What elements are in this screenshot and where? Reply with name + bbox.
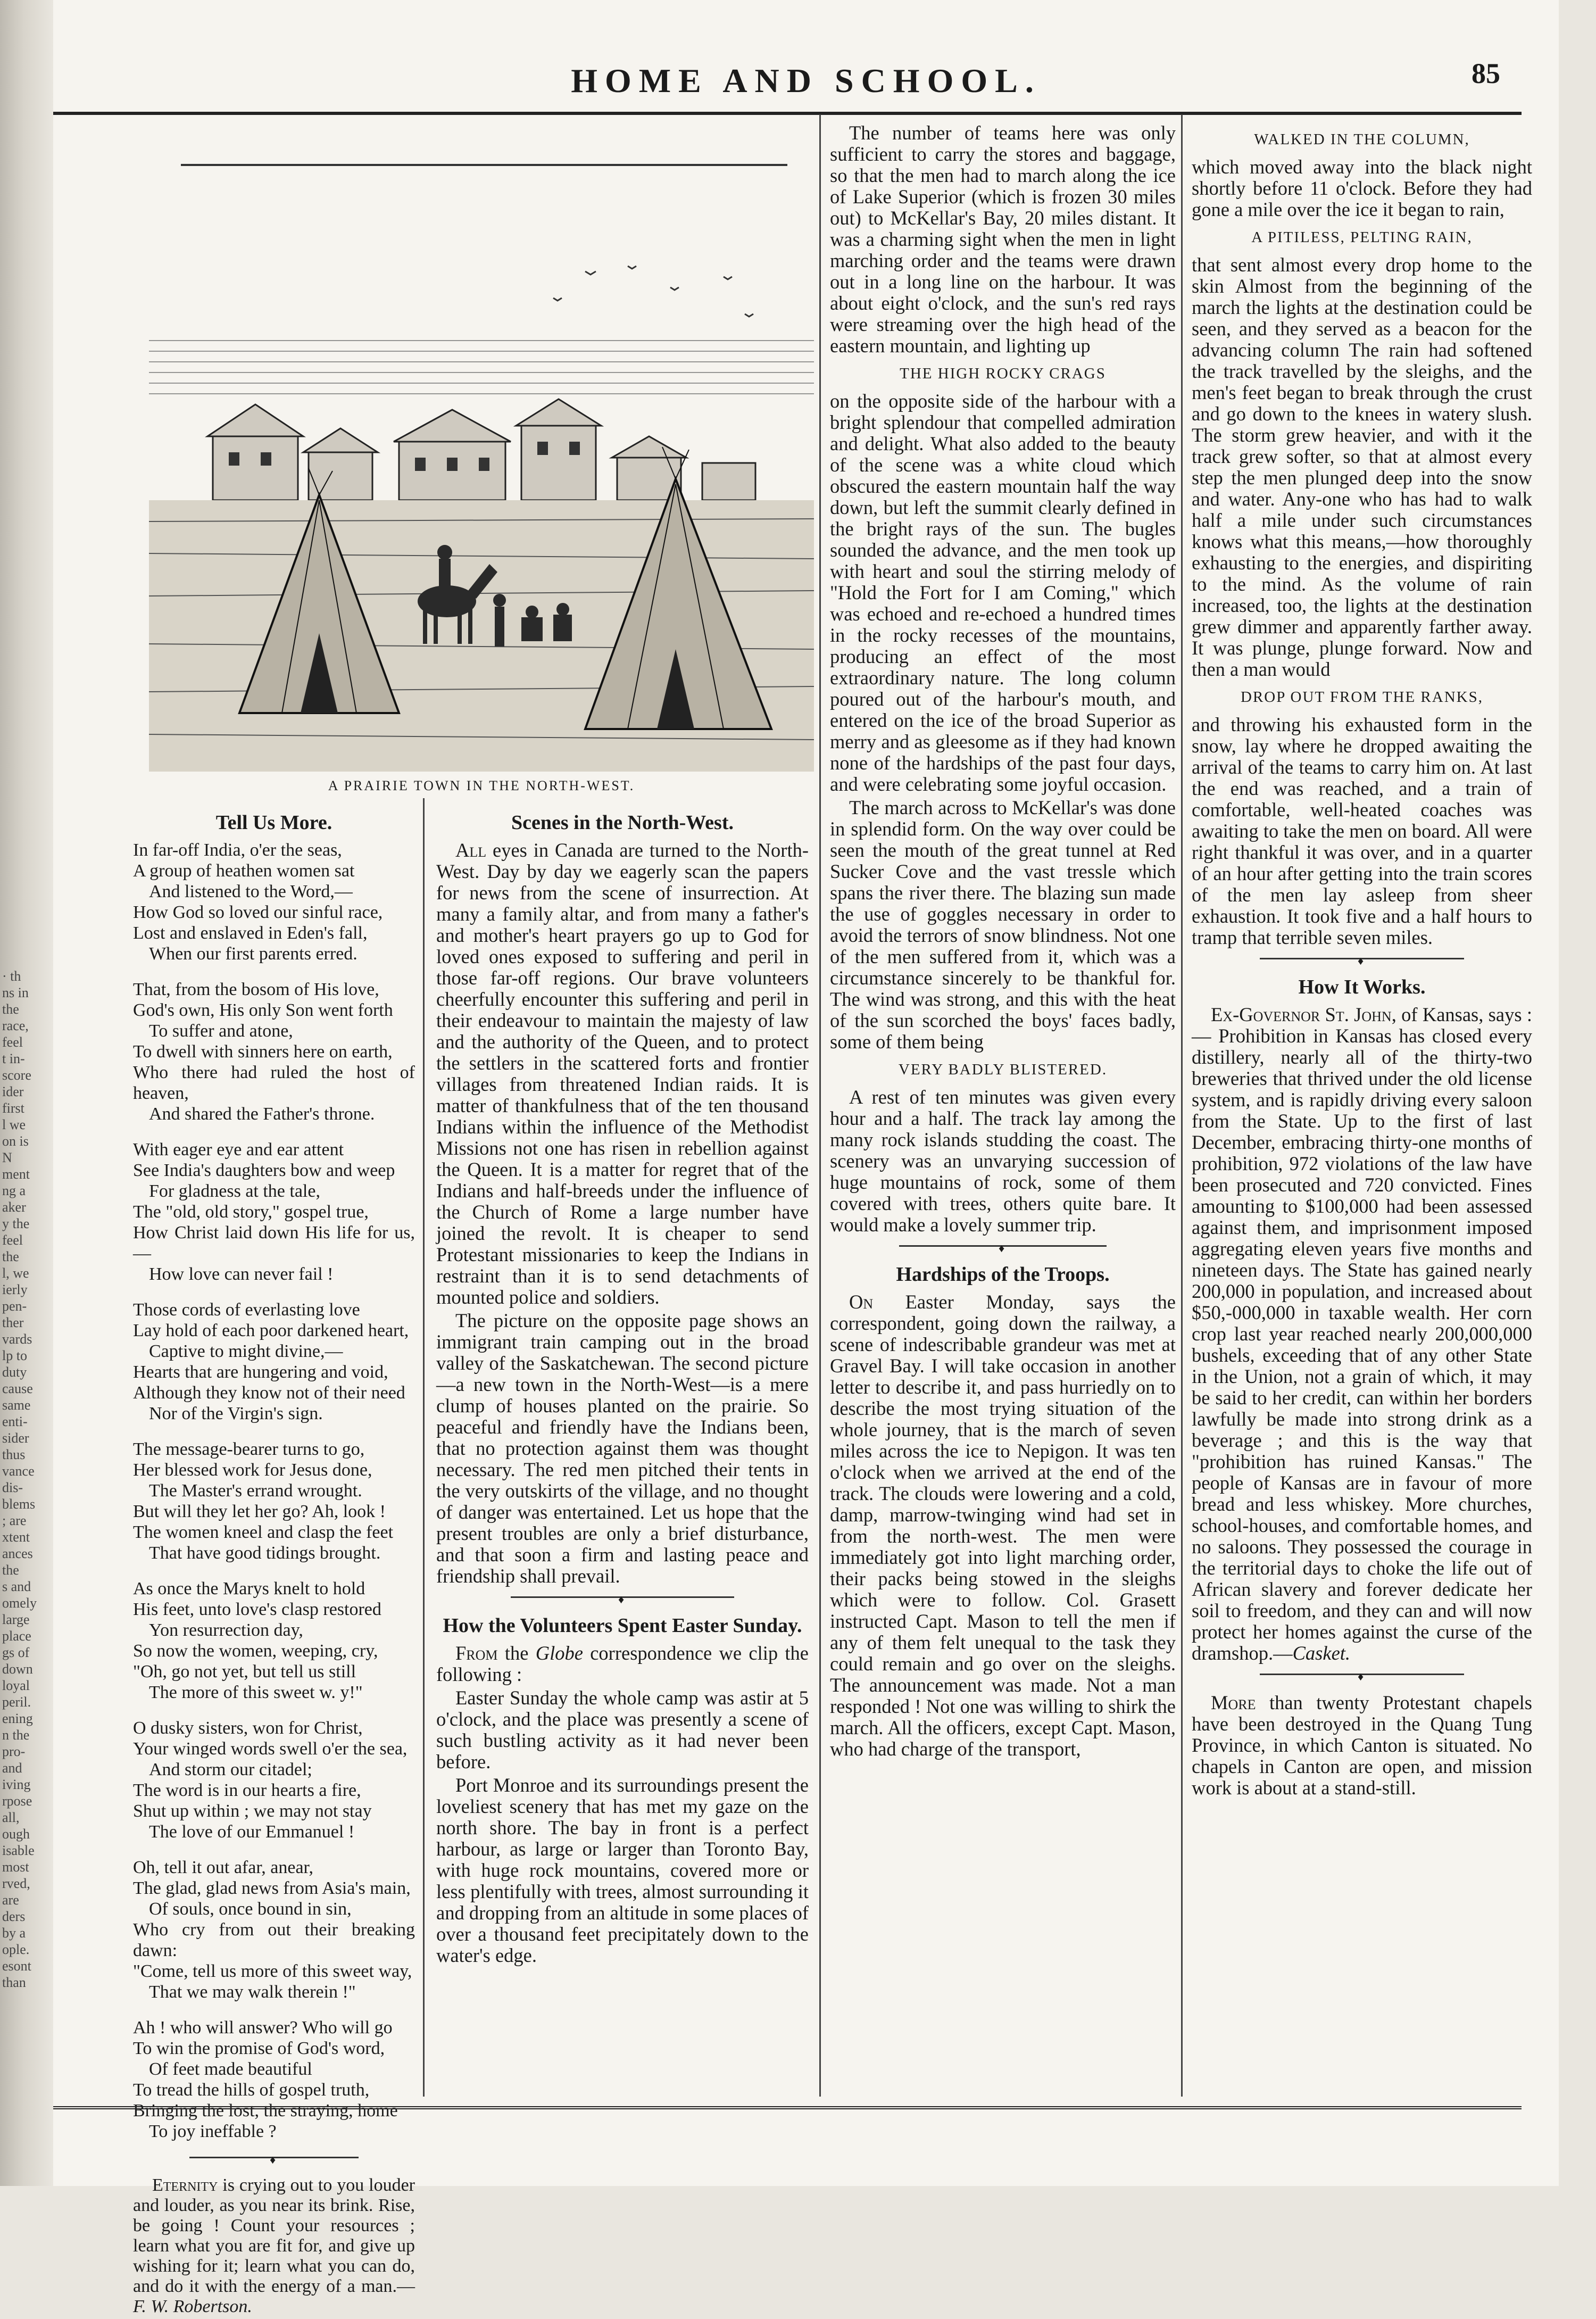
binding-gutter <box>0 0 53 2186</box>
poem-stanza <box>133 1718 415 1842</box>
poem-line: To joy ineffable ? <box>149 2122 277 2141</box>
how-it-works-lead: Ex-Governor St. John <box>1211 1004 1392 1025</box>
poem-line: Oh, tell it out afar, anear, <box>133 1858 314 1877</box>
section-divider <box>899 1245 1107 1254</box>
how-it-works-text: , of Kansas, says :— Prohibition in Kansas has closed every distillery, nearly all of the thirty-two breweries that thrived under the old license system, and is rapidly driving every saloon from the State. Up to the first of last December, embracing thirty-one months of prohibition, 972 violations of the law have been prosecuted and 720 convicted. Fines amounting to $100,000 had been assessed against them, and imprisonment imposed aggregating eleven years five months and nineteen days. The State has gained nearly 200,000 in population, and increased about $50,-000,000 in taxable wealth. Her corn crop last year reached nearly 200,000,000 bushels, exceeding that of any other State in the Union, not a grain of which, it may be said to her credit, can within her borders lawfully be made into strong drink as a beverage ; and this is the way that "prohibition has ruined Kansas." The people of Kansas are in favour of more bread and less whiskey. More churches, school-houses, and comfortable homes, and no saloons. They possessed the courage in the territorial days to choke the life out of African slavery and forever dedicate her soil to freedom, and they can and will now protect her homes against the curse of the dramshop.— <box>1192 1004 1532 1664</box>
binding-text-fragment: ierly <box>2 1282 28 1297</box>
binding-text-fragment: feel <box>2 1232 23 1248</box>
binding-text-fragment: than <box>2 1975 26 1990</box>
poem-line: When our first parents erred. <box>149 944 358 964</box>
binding-text-fragment: cause <box>2 1381 33 1396</box>
prairie-town-engraving <box>149 138 814 774</box>
binding-text-fragment: ther <box>2 1315 24 1330</box>
poem-line: Lost and enslaved in Eden's fall, <box>133 923 368 943</box>
poem-line: And storm our citadel; <box>149 1760 312 1779</box>
poem-line: To dwell with sinners here on earth, <box>133 1042 393 1062</box>
poem-line: God's own, His only Son went forth <box>133 1000 393 1020</box>
subhead-blistered: VERY BADLY BLISTERED. <box>898 1061 1108 1078</box>
column-rule-1 <box>423 798 425 2097</box>
scenes-paragraph-2: The picture on the opposite page shows an immigrant train camping out in the broad valley of the Saskatchewan. The second picture—a new town in the North-West—is a mere clump of houses planted on the prairie. So peaceful and friendly have the Indians been, that no protection against them was thought necessary. The red men pitched their tents in the very outskirts of the village, and no thought of danger was entertained. Let us hope that the present troubles are only a brief disturbance, and that soon a firm and lasting peace and friendship shall prevail. <box>436 1310 809 1587</box>
canton-paragraph <box>1192 1692 1532 1799</box>
poem-line: The love of our Emmanuel ! <box>149 1822 355 1842</box>
poem-line: Shut up within ; we may not stay <box>133 1801 372 1821</box>
binding-text-fragment: isable <box>2 1843 35 1858</box>
poem-line: "Oh, go not yet, but tell us still <box>133 1662 356 1682</box>
binding-text-fragment: race, <box>2 1018 29 1033</box>
poem-line: And shared the Father's throne. <box>149 1104 375 1124</box>
subhead-walked: WALKED IN THE COLUMN, <box>1254 131 1470 148</box>
volunteers-lead: From <box>455 1642 498 1664</box>
poem-line: Nor of the Virgin's sign. <box>149 1404 323 1423</box>
binding-text-fragment: feel <box>2 1034 23 1050</box>
poem-line: So now the women, weeping, cry, <box>133 1641 378 1661</box>
footer-rule <box>53 2106 1522 2113</box>
poem-line: That, from the bosom of His love, <box>133 980 379 999</box>
scenes-text-1: eyes in Canada are turned to the North-West. Day by day we eagerly scan the papers for news from the scene of insurrection. At many a family altar, and from many a father's and mother's heart prayers go up to God for loved ones exposed to suffering and peril in those far-off regions. Our brave volunteers cheerfully encounter this suffering and peril in their endeavour to maintain the majesty of law and the authority of the Queen, and to protect the settlers in the scattered forts and frontier villages from threatened Indian raids. It is matter of thankfulness that of the ten thousand Indians within the influence of the Methodist Missions not one has risen in rebellion against the Queen. It is a matter for regret that of the Indians and half-breeds under the influence of the Church of Rome a large number have joined the revolt. It is cheaper to send Protestant missionaries to keep the Indians in restraint than it is to send detachments of mounted police and soldiers. <box>436 839 809 1308</box>
binding-text-fragment: iving <box>2 1777 31 1792</box>
poem-line: And listened to the Word,— <box>149 882 353 901</box>
poem-line: For gladness at the tale, <box>149 1181 320 1201</box>
volunteers-paragraph-5: on the opposite side of the harbour with a bright splendour that compelled admiration and delight. What also added to the beauty of the scene was a white cloud which obscured the eastern mountain half the way down, but left the summit clearly defined in the bright rays of the sun. The bugles sounded the advance, and the men took up with heart and soul the stirring melody of "Hold the Fort for I am Coming," which was echoed and re-echoed a hundred times in the rocky recesses of the mountains, producing an effect of the most extraordinary nature. The long column poured out of the harbour's mouth, and entered on the ice of the broad Superior as merry and as gleesome as if they had known none of the hardships of the past four days, and were celebrating some joyful occasion. <box>830 390 1176 795</box>
poem-line: To suffer and atone, <box>149 1021 293 1041</box>
poem-line: Lay hold of each poor darkened heart, <box>133 1321 409 1340</box>
hardships-text-1: Easter Monday, says the correspondent, going down the railway, a scene of indescribable grandeur was met at Gravel Bay. I will take occasion in another letter to describe it, and pass hurriedly on to describe the most trying situation of the whole journey, that is the march of seven miles across the ice to Nepigon. It was ten o'clock when we arrived at the end of the track. The clouds were lowering and a cold, damp, marrow-twinging wind had set in from the north-west. The men were immediately got into light marching order, their packs being stowed in the sleighs which were to follow. Col. Grasett instructed Capt. Mason to tell the men if any of them felt unequal to the task they could remain and go over on the sleighs. The announcement was made. Not a man responded ! Not one was willing to shirk the march. All the officers, except Capt. Mason, who had charge of the transport, <box>830 1291 1176 1760</box>
binding-text-fragment: ders <box>2 1909 26 1924</box>
poem-line: The Master's errand wrought. <box>149 1481 362 1501</box>
column-4 <box>1192 122 1532 1801</box>
volunteers-text-pre: the <box>497 1642 536 1664</box>
binding-text-fragment: ances <box>2 1546 33 1561</box>
poem-line: "Come, tell us more of this sweet way, <box>133 1961 412 1981</box>
binding-text-fragment: t in- <box>2 1051 25 1066</box>
binding-text-fragment: s and <box>2 1579 31 1594</box>
binding-text-fragment: vance <box>2 1463 35 1479</box>
poem-line: Who cry from out their breaking dawn: <box>133 1920 415 1960</box>
page-header <box>53 51 1559 109</box>
poem-line: Hearts that are hungering and void, <box>133 1362 388 1382</box>
binding-text-fragment: pro- <box>2 1744 26 1759</box>
binding-text-fragment: y the <box>2 1216 30 1231</box>
binding-text-fragment: sider <box>2 1430 29 1446</box>
poem-line: Her blessed work for Jesus done, <box>133 1460 372 1480</box>
hardships-paragraph-1 <box>830 1291 1176 1760</box>
poem-line: How love can never fail ! <box>149 1264 334 1284</box>
binding-text-fragment: the <box>2 1249 19 1264</box>
canton-text: than twenty Protestant chapels have been destroyed in the Quang Tung Province, in which Canton is situated. No chapels in Canton are open, and mission work is about at a stand-still. <box>1192 1692 1532 1799</box>
newspaper-page <box>53 0 1559 2316</box>
header-rule <box>53 112 1522 115</box>
volunteers-paragraph-3: Port Monroe and its surroundings present the loveliest scenery that has met my gaze on the north shore. The bay in front is a perfect harbour, as large or larger than Toronto Bay, with huge rock mountains, covered more or less plentifully with trees, almost surrounding it and dropping from an altitude in some places of over a thousand feet precipitately down to the water's edge. <box>436 1774 809 1966</box>
binding-text-fragment: N <box>2 1150 12 1165</box>
subhead-drop-out: DROP OUT FROM THE RANKS, <box>1241 689 1483 706</box>
poem-line: To win the promise of God's word, <box>133 2039 385 2058</box>
casket-credit: Casket. <box>1292 1642 1351 1664</box>
poem-line: Ah ! who will answer? Who will go <box>133 2018 393 2038</box>
section-divider <box>1260 958 1464 967</box>
eternity-credit: F. W. Robertson. <box>133 2297 252 2316</box>
poem-line: How God so loved our sinful race, <box>133 902 383 922</box>
poem-stanza <box>133 1578 415 1703</box>
poem-line: Bringing the lost, the straying, home <box>133 2101 398 2121</box>
poem-line: But will they let her go? Ah, look ! <box>133 1502 386 1521</box>
binding-text-fragment: ng a <box>2 1183 26 1198</box>
binding-text-fragment: aker <box>2 1199 26 1215</box>
binding-text-fragment: ; are <box>2 1513 27 1528</box>
binding-text-fragment: lp to <box>2 1348 27 1363</box>
poem-line: The message-bearer turns to go, <box>133 1439 365 1459</box>
poem-title: Tell Us More. <box>215 811 332 834</box>
column-rule-2 <box>819 114 821 2097</box>
binding-text-fragment: thus <box>2 1447 26 1462</box>
poem-stanza <box>133 1857 415 2002</box>
binding-text-fragment: all, <box>2 1810 20 1825</box>
volunteers-title: How the Volunteers Spent Easter Sunday. <box>443 1614 802 1637</box>
binding-text-fragment: down <box>2 1661 33 1677</box>
volunteers-text-post: correspondence we clip the following : <box>436 1642 809 1685</box>
section-divider <box>511 1596 734 1605</box>
hardships-lead: On <box>849 1291 874 1313</box>
illustration-caption: A PRAIRIE TOWN IN THE NORTH-WEST. <box>328 778 635 793</box>
scenes-lead: All <box>455 839 487 861</box>
binding-text-fragment: vards <box>2 1331 32 1347</box>
binding-text-fragment: peril. <box>2 1694 31 1710</box>
poem-line: His feet, unto love's clasp restored <box>133 1600 381 1619</box>
eternity-paragraph <box>133 2175 415 2317</box>
binding-text-fragment: by a <box>2 1925 26 1941</box>
poem-line: O dusky sisters, won for Christ, <box>133 1718 363 1738</box>
poem-line: The glad, glad news from Asia's main, <box>133 1878 411 1898</box>
binding-text-fragment: are <box>2 1892 19 1908</box>
volunteers-paragraph-2: Easter Sunday the whole camp was astir at 5 o'clock, and the place was presently a scene of such bustling activity as it had never been before. <box>436 1687 809 1773</box>
hardships-paragraph-2: which moved away into the black night shortly before 11 o'clock. Before they had gone a mile over the ice it began to rain, <box>1192 156 1532 220</box>
poem-line: Of feet made beautiful <box>149 2059 312 2079</box>
poem-stanza <box>133 2017 415 2142</box>
hardships-title: Hardships of the Troops. <box>896 1263 1110 1286</box>
binding-text-fragment: esont <box>2 1958 31 1974</box>
poem-line: Those cords of everlasting love <box>133 1300 360 1320</box>
binding-text-fragment: large <box>2 1612 30 1627</box>
binding-text-fragment: first <box>2 1100 24 1116</box>
column-1 <box>133 809 415 2319</box>
binding-text-fragment: · th <box>2 968 21 984</box>
canton-lead: More <box>1211 1692 1256 1713</box>
poem-stanza <box>133 840 415 964</box>
hardships-paragraph-4: and throwing his exhausted form in the snow, lay where he dropped awaiting the arrival of the teams to carry him on. At last the end was reached, and a train of comfortable, well-heated coaches was awaiting to take the men on board. All were right thankful it was over, and in a quarter of an hour after getting into the train scores of the men lay asleep from sheer exhaustion. It took five and a half hours to tramp that terrible seven miles. <box>1192 714 1532 948</box>
poem-line: Yon resurrection day, <box>149 1620 303 1640</box>
section-divider <box>189 2157 359 2166</box>
poem-line: To tread the hills of gospel truth, <box>133 2080 370 2100</box>
poem-line: Your winged words swell o'er the sea, <box>133 1739 408 1759</box>
binding-text-fragment: most <box>2 1859 29 1875</box>
binding-text-fragment: ough <box>2 1826 30 1842</box>
binding-text-fragment: xtent <box>2 1529 30 1545</box>
binding-text-fragment: blems <box>2 1496 36 1512</box>
scenes-title: Scenes in the North-West. <box>511 811 734 834</box>
binding-text-fragment: ider <box>2 1084 24 1099</box>
subhead-rocky-crags: THE HIGH ROCKY CRAGS <box>900 365 1106 382</box>
poem-line: In far-off India, o'er the seas, <box>133 840 342 860</box>
binding-text-fragment: pen- <box>2 1298 27 1314</box>
volunteers-paragraph-7: A rest of ten minutes was given every hour and a half. The track lay among the many rock islands studding the coast. The scenery was an unvarying succession of huge mountains of rock, some of them covered with trees, others quite bare. It would make a lovely summer trip. <box>830 1086 1176 1236</box>
volunteers-paragraph-6: The march across to McKellar's was done in splendid form. On the way over could be seen the mouth of the great tunnel at Red Sucker Cove and the vast tressle which spans the river there. The blazing sun made the use of goggles necessary in order to avoid the terrors of snow blindness. Not one of the men suffered from it, which was a circumstance sincerely to be thankful for. The wind was strong, and this with the heat of the sun scorched the boys' faces badly, some of them being <box>830 797 1176 1053</box>
poem-stanza <box>133 1439 415 1563</box>
masthead-title: HOME AND SCHOOL. <box>571 62 1041 100</box>
eternity-lead: Eternity <box>152 2175 218 2195</box>
volunteers-paragraph-4: The number of teams here was only sufficient to carry the stores and baggage, so that the men had to march along the ice of Lake Superior (which is frozen 30 miles out) to McKellar's Bay, 20 miles distant. It was a charming sight when the men in light marching order and the teams were drawn out in a long line on the harbour. It was about eight o'clock, and the sun's red rays were streaming over the high head of the eastern mountain, and lighting up <box>830 122 1176 357</box>
poem-stanza <box>133 979 415 1124</box>
eternity-text: is crying out to you louder and louder, as you near its brink. Rise, be going ! Count your resources ; learn what you are fit for, and give up wishing for it; learn what you can do, and do it with the energy of a man.— <box>133 2175 415 2296</box>
poem-line: The more of this sweet w. y!" <box>149 1683 363 1702</box>
binding-text-fragment: ople. <box>2 1942 30 1957</box>
binding-text-fragment: and <box>2 1760 22 1776</box>
binding-text-fragment: the <box>2 1562 19 1578</box>
poem-stanza <box>133 1299 415 1424</box>
poem-line: Who there had ruled the host of heaven, <box>133 1063 415 1103</box>
poem-line: The "old, old story," gospel true, <box>133 1202 369 1222</box>
binding-text-fragment: loyal <box>2 1678 30 1693</box>
binding-text-fragment: gs of <box>2 1645 30 1660</box>
poem-line: Captive to might divine,— <box>149 1341 343 1361</box>
binding-text-fragment: ns in <box>2 985 29 1000</box>
page-number: 85 <box>1472 57 1500 89</box>
poem-line: Of souls, once bound in sin, <box>149 1899 352 1919</box>
poem-line: The word is in our hearts a fire, <box>133 1780 361 1800</box>
binding-text-fragment: place <box>2 1628 31 1644</box>
binding-text-fragment: score <box>2 1067 31 1083</box>
column-2 <box>436 809 809 1968</box>
column-rule-3 <box>1181 114 1183 2097</box>
poem-line: That we may walk therein !" <box>149 1982 356 2002</box>
binding-text-fragment: rpose <box>2 1793 32 1809</box>
binding-text-fragment: same <box>2 1397 31 1413</box>
binding-text-fragment: enti- <box>2 1414 28 1429</box>
binding-text-fragment: the <box>2 1001 19 1017</box>
scenes-paragraph-1 <box>436 840 809 1308</box>
binding-text-fragment: rved, <box>2 1876 30 1891</box>
binding-text-fragment: omely <box>2 1595 37 1611</box>
poem-line: The women kneel and clasp the feet <box>133 1522 394 1542</box>
poem-line: How Christ laid down His life for us,— <box>133 1223 415 1263</box>
how-it-works-paragraph <box>1192 1004 1532 1664</box>
binding-text-fragment: duty <box>2 1364 27 1380</box>
binding-text-fragment: l we <box>2 1117 26 1132</box>
poem-line: Although they know not of their need <box>133 1383 405 1403</box>
globe-name: Globe <box>535 1642 583 1664</box>
section-divider <box>1260 1674 1464 1683</box>
poem-line: See India's daughters bow and weep <box>133 1161 395 1180</box>
poem-stanza <box>133 1139 415 1285</box>
poem-line: That have good tidings brought. <box>149 1543 381 1563</box>
binding-text-fragment: on is <box>2 1133 29 1149</box>
poem-line: A group of heathen women sat <box>133 861 355 881</box>
poem-line: With eager eye and ear attent <box>133 1140 344 1160</box>
poem-body <box>133 840 415 2142</box>
how-it-works-title: How It Works. <box>1298 976 1426 998</box>
binding-text-fragment: dis- <box>2 1480 23 1495</box>
subhead-rain: A PITILESS, PELTING RAIN, <box>1251 229 1473 246</box>
hardships-paragraph-3: that sent almost every drop home to the skin Almost from the beginning of the march the lights at the destination could be seen, and they served as a beacon for the advancing column The rain had softened the track travelled by the sleighs, and the men's feet began to break through the crust and go down to the knees in watery slush. The storm grew heavier, and with it the track grew softer, so that at almost every step the men plunged deep into the snow and water. Any-one who has had to walk half a mile under such circumstances knows what this means,—how thoroughly exhausting to the energies, and dispiriting to the mind. As the volume of rain increased, too, the lights at the destination grew dimmer and apparently farther away. It was plunge, plunge forward. Now and then a man would <box>1192 254 1532 680</box>
volunteers-paragraph-1 <box>436 1643 809 1685</box>
column-3 <box>830 122 1176 1762</box>
binding-text-fragment: ening <box>2 1711 33 1726</box>
binding-text-fragment: ment <box>2 1166 30 1182</box>
poem-line: As once the Marys knelt to hold <box>133 1579 365 1599</box>
binding-text-fragment: n the <box>2 1727 30 1743</box>
binding-text-fragment: l, we <box>2 1265 29 1281</box>
